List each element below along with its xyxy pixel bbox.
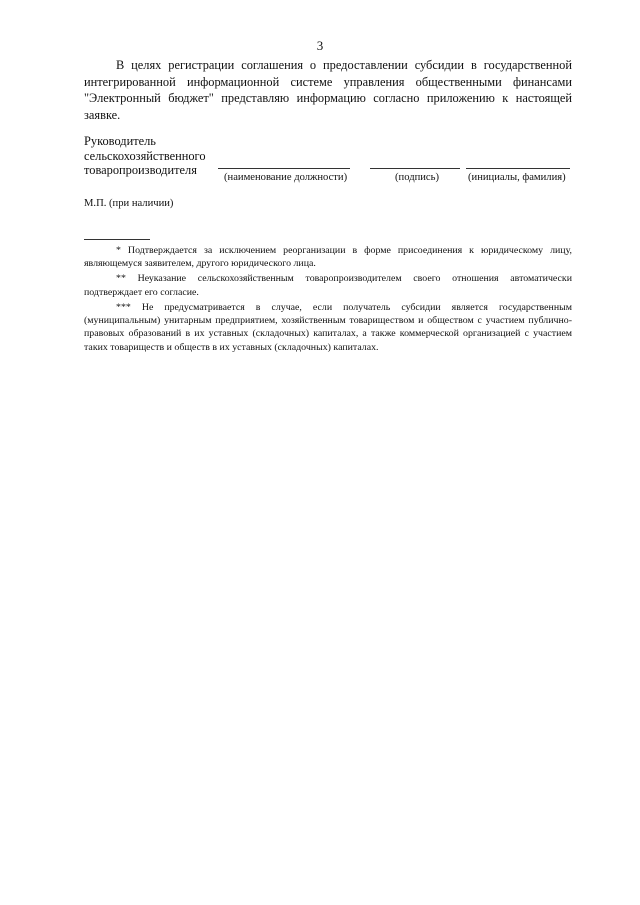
signature-line	[370, 168, 460, 169]
footnote-2: ** Неуказание сельскохозяйственным товаропроизводителем своего отношения автоматически подтверждает его согласие.	[84, 273, 572, 298]
name-signature-line	[466, 168, 570, 169]
signer-title-line-1: Руководитель	[84, 134, 156, 148]
signature-caption: (подпись)	[395, 172, 439, 183]
signer-title-line-3: товаропроизводителя	[84, 163, 197, 178]
footnotes	[84, 244, 572, 356]
position-caption: (наименование должности)	[224, 172, 348, 183]
footnote-3: *** Не предусматривается в случае, если получатель субсидии является государственным (муниципальным) унитарным предприятием, хозяйственным товариществом и обществом с участием публично-правовых образований в их уставных (складочных) капиталах, а также коммерческой организацией с участием таких товариществ и обществ в их уставных (складочных) капиталах.	[84, 301, 572, 353]
signer-title	[84, 134, 206, 178]
name-caption: (инициалы, фамилия)	[468, 172, 566, 183]
footnote-separator	[84, 239, 150, 240]
main-paragraph: В целях регистрации соглашения о предоставлении субсидии в государственной интегрированной информационной системе управления общественными финансами "Электронный бюджет" представляю информацию согласно приложению к настоящей заявке.	[84, 58, 572, 122]
footnote-1: * Подтверждается за исключением реорганизации в форме присоединения к юридическому лицу, являющемуся заявителем, другого юридического лица.	[84, 245, 572, 270]
page-number: 3	[316, 38, 324, 53]
position-signature-line	[218, 168, 350, 169]
stamp-note: М.П. (при наличии)	[84, 198, 174, 209]
signer-title-line-2: сельскохозяйственного	[84, 148, 206, 163]
